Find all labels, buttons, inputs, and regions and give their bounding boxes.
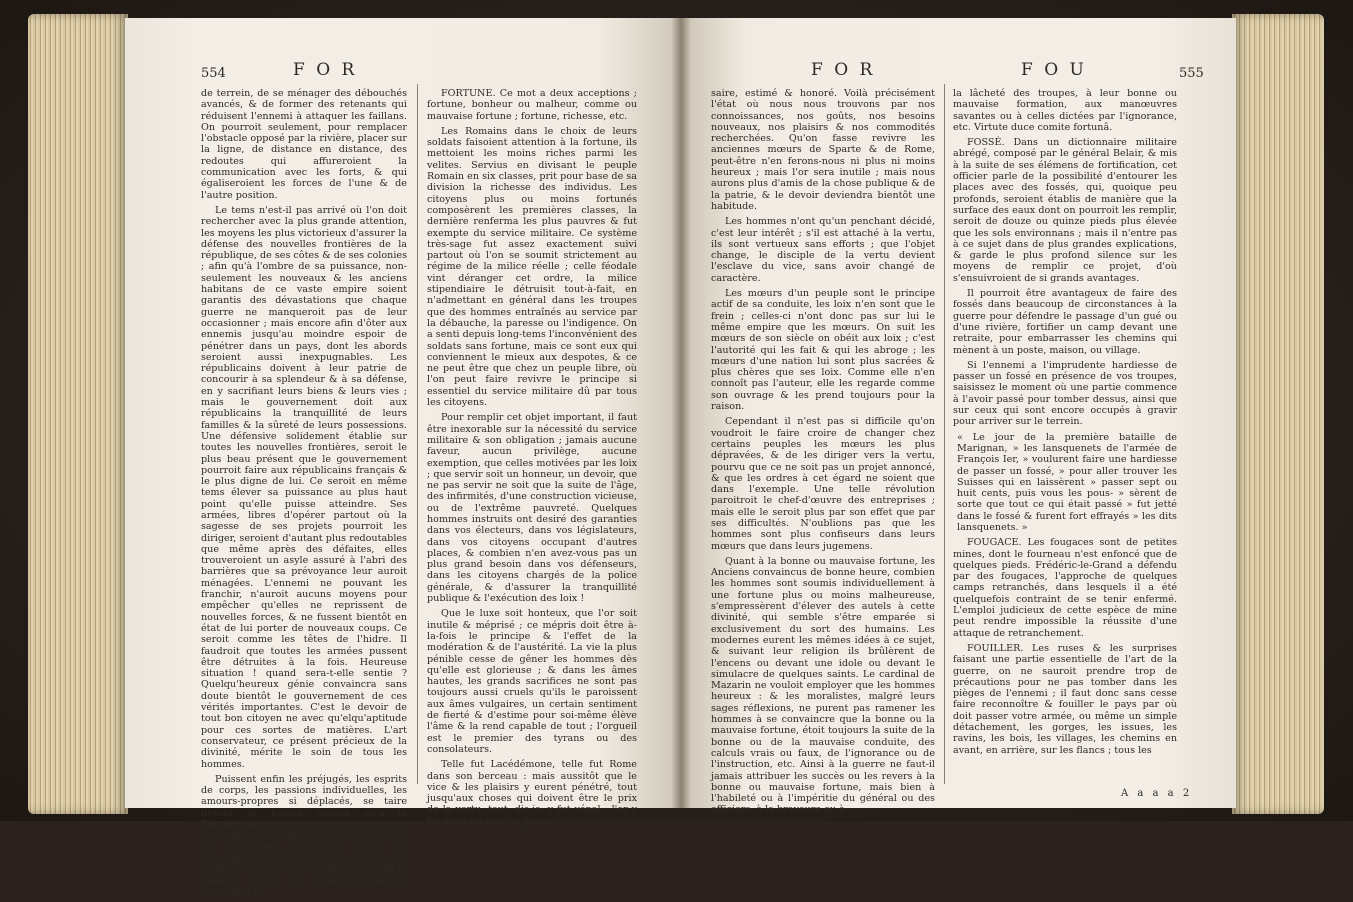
paragraph: la lâcheté des troupes, à leur bonne ou mauvaise formation, aux manœuvres savantes ou à celles dictées par l'ignorance, etc. Virtute duce comite fortunâ. — [953, 88, 1177, 133]
page-edges-left — [28, 14, 128, 814]
left-running-head: F O R — [293, 60, 358, 80]
signature-mark: A a a a 2 — [1121, 788, 1193, 799]
paragraph: Les Romains dans le choix de leurs soldats faisoient attention à la fortune, ils mettoient les moins riches parmi les velites. Servius en divisant le peuple Romain en six classes, prit pour base de sa division la richesse des individus. Les citoyens plus ou moins fortunés composèrent les premières classes, la dernière renferma les plus pauvres & fut exempte du service militaire. Ce système très-sage fut assez exactement suivi partout où l'on se soumit strictement au régime de la milice réelle ; celle féodale vint déranger cet ordre, la milice stipendiaire le détruisit tout-à-fait, en n'admettant en général dans les troupes que des hommes entraînés au service par la débauche, la paresse ou l'indigence. On a senti depuis long-tems l'inconvénient des soldats sans fortune, mais ce sont eux qui conviennent le mieux aux despotes, & ce ne peut être que chez un peuple libre, où l'on peut faire revivre le principe si essentiel du service militaire dû par tous les citoyens. — [427, 125, 637, 409]
right-column-1 — [711, 88, 935, 820]
right-page-number: 555 — [1179, 66, 1204, 81]
right-running-head-right: F O U — [1021, 60, 1087, 80]
right-page — [681, 18, 1236, 816]
entry-heading: FORTUNE. Ce mot a deux acceptions ; fortune, bonheur ou malheur, comme ou mauvaise fortune ; fortune, richesse, etc. — [427, 88, 637, 122]
quotation: « Le jour de la première bataille de Marignan, » les lansquenets de l'armée de François Ier, » voulurent faire une hardiesse de passer un fossé, » pour aller trouver les Suisses qui en laissèrent » passer sept ou huit cents, puis vous les pous- » sèrent de sorte que tout ce qui était passé » fut jetté dans le fossé & furent fort effrayés » les dits lansquenets. » — [957, 431, 1177, 533]
entry-fougace: FOUGACE. Les fougaces sont de petites mines, dont le fourneau n'est enfoncé que de quelques pieds. Frédéric-le-Grand a défendu par des fougaces, l'approche de quelques camps retranchés, dans lesquels il a été quelquefois contraint de se tenir enfermé. L'emploi judicieux de cette espèce de mine peut rendre impossible la réussite d'une attaque de retranchement. — [953, 537, 1177, 639]
right-column-2 — [953, 88, 1177, 760]
paragraph: Le tems n'est-il pas arrivé où l'on doit rechercher avec la plus grande attention, les moyens les plus victorieux d'assurer la défense des nouvelles frontières de la république, de ses côtes & de ses colonies ; afin qu'à l'ombre de sa puissance, non-seulement les nouveaux & les anciens habitans de ce vaste empire soient garantis des dévastations que chaque guerre ne manqueroit pas de leur occasionner ; mais encore afin d'ôter aux ennemis jusqu'au moindre espoir de pénétrer dans un pays, dont les abords seroient aussi inexpugnables. Les républicains doivent à leur patrie de concourir à sa splendeur & à sa défense, en y sacrifiant leurs biens & leurs vies ; mais le gouvernement doit aux républicains la tranquillité de leurs familles & la sûreté de leurs possessions. Une défensive solidement établie sur toutes les nouvelles frontières, seroit le plus beau présent que le gouvernement pourroit faire aux républicains français & le plus digne de lui. Ce seroit en même tems élever sa puissance au plus haut point qu'elle puisse atteindre. Ses armées, libres d'opérer partout où la sagesse de ses projets pourroit les diriger, seroient d'autant plus redoutables que même après des défaites, elles trouveroient un asyle assuré à l'abri des barrières que sa prévoyance leur auroit ménagées. L'ennemi ne pouvant les franchir, n'auroit aucuns moyens pour empêcher qu'elles ne reprissent de nouvelles forces, & ne fussent bientôt en état de lui porter de nouveaux coups. Ce seroit comme les têtes de l'hidre. Il faudroit que toutes les armées pussent être détruites à la fois. Heureuse situation ! quand sera-t-elle sentie ? Quelqu'heureux génie convaincra sans doute bientôt le gouvernement de ces vérités importantes. C'est le devoir de tout bon citoyen ne avec qu'elqu'aptitude pour ces sortes de matières. L'art conservateur, ce présent précieux de la divinité, mérite le soin de tous les hommes. — [201, 204, 407, 770]
paragraph: Si l'ennemi a l'imprudente hardiesse de passer un fossé en présence de vos troupes, saisissez le moment où une partie commence à l'avoir passé pour tomber dessus, ainsi que sur ceux qui sont encore occupés à gravir pour arriver sur le terrein. — [953, 359, 1177, 428]
paragraph: Pour remplir cet objet important, il faut être inexorable sur la nécessité du service militaire & son obligation ; jamais aucune faveur, aucun privilège, aucune exemption, que celles motivées par les loix ; que servir soit un honneur, un devoir, que ne pas servir ne soit que la suite de l'âge, des infirmités, d'une construction vicieuse, ou de l'extrême pauvreté. Quelques hommes instruits ont desiré des garanties dans vos électeurs, dans vos législateurs, dans vos citoyens occupant d'autres places, & combien n'en avez-vous pas un plus grand besoin dans vos défenseurs, dans les citoyens chargés de la police générale, & d'assurer la tranquillité publique & l'exécution des loix ! — [427, 412, 637, 605]
left-page-number: 554 — [201, 66, 226, 81]
left-column-2 — [427, 88, 637, 831]
paragraph: Telle fut Lacédémone, telle fut Rome dans son berceau : mais aussitôt que le vice & les plaisirs y eurent pénétré, tout jusqu'aux choses qui doivent être le prix de la vertu, tout, dis-je, y fut vénal ; l'or y fut donc recherché, néces- — [427, 759, 637, 827]
left-page — [125, 18, 681, 898]
book-gutter — [671, 18, 691, 808]
paragraph: Les mœurs d'un peuple sont le principe actif de sa conduite, les loix n'en sont que le frein ; celles-ci n'ont donc pas sur lui le même empire que les mœurs. On suit les mœurs de son siècle on obéit aux loix ; c'est l'autorité qui les fait & qui les abroge ; les mœurs d'une nation lui sont plus sacrées & plus chères que ses loix. Comme elle n'en connoît pas l'auteur, elle les regarde comme son ouvrage & les prend toujours pour la raison. — [711, 288, 935, 413]
entry-fouiller: FOUILLER. Les ruses & les surprises faisant une partie essentielle de l'art de la guerre, on ne sauroit prendre trop de précautions pour ne pas tomber dans les pièges de l'ennemi ; il faut donc sans cesse faire reconnoître & fouiller le pays par où doit passer votre armée, ou même un simple détachement, les gorges, les issues, les ravins, les bois, les villages, les chemins en avant, en arrière, sur les flancs ; tous les — [953, 642, 1177, 756]
column-rule — [417, 84, 418, 784]
column-rule — [944, 84, 945, 784]
paragraph: de terrein, de se ménager des débouchés avancés, & de former des retenants qui réduisent l'ennemi à attaquer les faillans. On pourroit seulement, pour remplacer l'obstacle opposé par la rivière, placer sur la ligne, de distance en distance, des redoutes qui affureroient la communication avec les forts, & qui égaliseroient les forces de l'une & de l'autre position. — [201, 88, 407, 201]
entry-fosse: FOSSÉ. Dans un dictionnaire militaire abrégé, composé par le général Belair, & mis à la suite de ses élémens de fortification, cet officier parle de la possibilité d'entourer les places avec des fossés, qui, quoique peu profonds, seroient établis de manière que la surface des eaux dont on pourroit les remplir, seroit de douze ou quinze pieds plus élevée que les sols environnans ; mais il n'entre pas à ce sujet dans de plus grandes explications, & garde le plus profond silence sur les moyens de remplir ce projet, d'où s'ensuivroient de si grands avantages. — [953, 137, 1177, 284]
paragraph: Cependant il n'est pas si difficile qu'on voudroit le faire croire de changer chez certains peuples les mœurs les plus dépravées, & de les diriger vers la vertu, pourvu que ce ne soit pas un projet annoncé, & que les ordres à cet égard ne soient que dans l'exemple. Une telle révolution paroitroit le chef-d'œuvre des entreprises ; mais elle le seroit plus par son effet que par ses difficultés. N'oublions pas que les hommes sont plus confiseurs dans leurs mœurs que dans leurs jugemens. — [711, 416, 935, 552]
paragraph: saire, estimé & honoré. Voilà précisément l'état où nous nous trouvons par nos connoissances, nos goûts, nos besoins nouveaux, nos plaisirs & nos commodités recherchées. Qu'on fasse revivre les anciennes mœurs de Sparte & de Rome, peut-être n'en ferons-nous ni plus ni moins heureux ; mais l'or sera inutile ; mais nous aurons plus d'amis de la chose publique & de la patrie, & le devoir deviendra bientôt une habitude. — [711, 88, 935, 212]
paragraph: Les hommes n'ont qu'un penchant décidé, c'est leur intérêt ; s'il est attaché à la vertu, ils sont vertueux sans efforts ; que l'objet change, le disciple de la vertu devient l'esclave du vice, sans avoir changé de caractère. — [711, 216, 935, 284]
page-edges-right — [1232, 14, 1324, 814]
left-column-1 — [201, 88, 407, 902]
paragraph: Que le luxe soit honteux, que l'or soit inutile & méprisé ; ce mépris doit être à-la-fois le principe & l'effet de la modération & de l'austérité. La vie la plus pénible cesse de gêner les hommes dès qu'elle est glorieuse ; & dans les âmes hautes, les grands sacrifices ne sont pas toujours aussi cruels qu'ils le paroissent aux âmes vulgaires, un certain sentiment de fierté & d'estime pour soi-même élève l'âme & la rend capable de tout ; l'orgueil est le premier des tyrans ou des consolateurs. — [427, 608, 637, 755]
paragraph: Il pourroit être avantageux de faire des fossés dans beaucoup de circonstances à la guerre pour défendre le passage d'un gué ou d'une rivière, fortifier un camp devant une retraite, pour embarrasser les chemins qui mènent à un poste, maison, ou village. — [953, 288, 1177, 356]
right-running-head-left: F O R — [811, 60, 876, 80]
paragraph: Quant à la bonne ou mauvaise fortune, les Anciens convaincus de bonne heure, combien les hommes sont soumis individuellement à une fortune plus ou moins malheureuse, s'empressèrent d'élever des autels à cette divinité, qui semble s'être emparée si exclusivement du sort des humains. Les modernes eurent les mêmes idées à ce sujet, & suivant leur religion ils brûlèrent de l'encens ou devant une idole ou devant le simulacre de quelques saints. Le cardinal de Mazarin ne vouloit employer que les hommes heureux : & les moralistes, malgré leurs sages réflexions, ne purent pas ramener les hommes à se convaincre que la bonne ou la mauvaise fortune, étoit toujours la suite de la bonne ou de la mauvaise conduite, des calculs vrais ou faux, de l'ignorance ou de l'instruction, etc. Ainsi à la guerre ne faut-il jamais attribuer les succès ou les revers à la bonne ou mauvaise fortune, mais bien à l'habileté ou à l'impéritie du général ou des officiers, à la bravoure ou à — [711, 555, 935, 816]
paragraph: Puissent enfin les préjugés, les esprits de corps, les passions individuelles, les amours-propres si déplacés, se taire devant le besoin urgent qu'a la République, de remplir le projet aussi vaste que nécessaire, de la défensive de ses nouvelles frontières, pour ne s'occuper que du choix des moyens les moins onéreux, les plus forts, & dont la défense exige la moindre quantité d'hommes ! — [201, 773, 407, 898]
